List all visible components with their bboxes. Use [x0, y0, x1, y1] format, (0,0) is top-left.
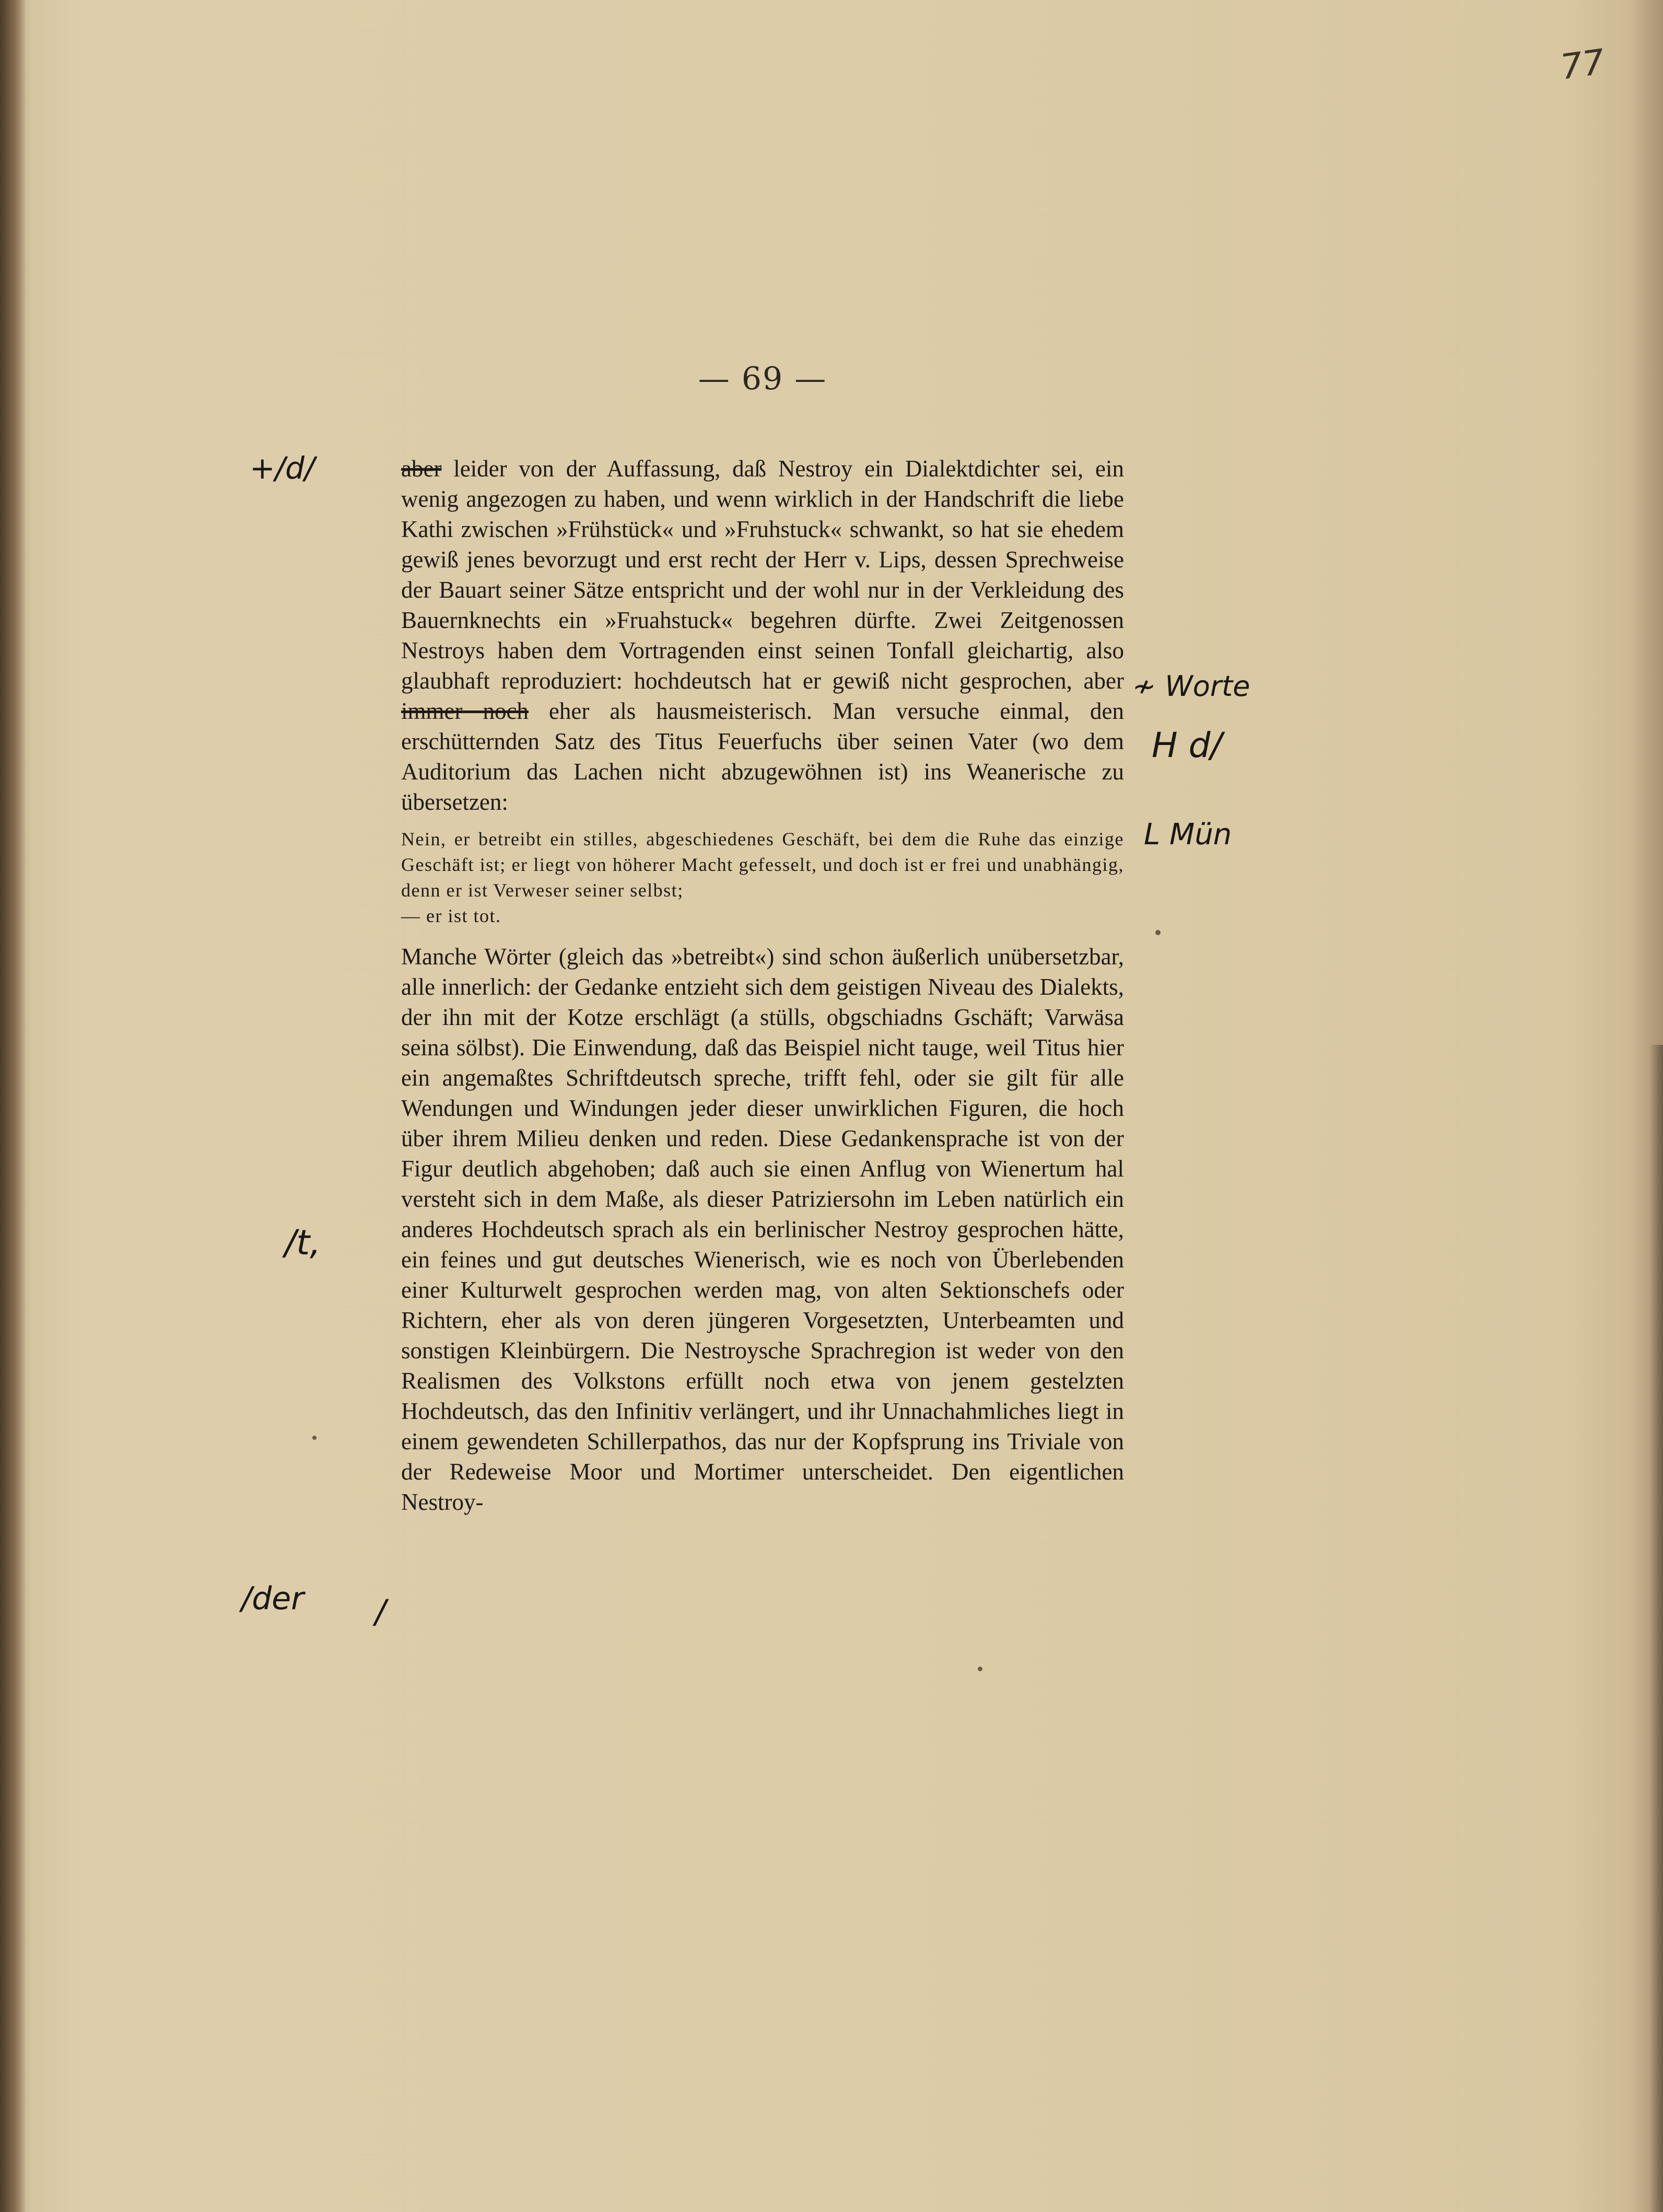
handwritten-folio-number: 77	[1558, 41, 1607, 88]
ink-speck	[1155, 930, 1161, 935]
inline-correction-slash: /	[375, 1592, 386, 1631]
margin-note-top-left: +/d/	[250, 450, 315, 486]
block-quote	[401, 826, 1124, 929]
margin-note-right-3: L Mün	[1144, 818, 1232, 852]
paragraph-1-text-a: leider von der Auffassung, daß Nestroy ein Dialektdichter sei, ein wenig angezogen zu haben, und wenn wirklich in der Handschrift die liebe Kathi zwischen »Frühstück« und »Fruhstuck« schwankt, so hat sie ehedem gewiß jenes bevorzugt und erst recht der Herr v. Lips, dessen Sprechweise der Bauart seiner Sätze entspricht und der wohl nur in der Verkleidung des Bauernknechts ein »Fruahstuck« begehren dürfte. Zwei Zeitgenossen Nestroys haben dem Vortragenden einst seinen Tonfall gleichartig, also glaubhaft reproduziert: hochdeutsch hat er gewiß nicht gesprochen, aber	[401, 456, 1124, 694]
paragraph-2: Manche Wörter (gleich das »betreibt«) sind schon äußerlich unübersetzbar, alle innerlich: der Gedanke entzieht sich dem geistigen Niveau des Dialekts, der ihn mit der Kotze erschlägt (a stülls, obgschiadns Gschäft; Varwäsa seina sölbst). Die Einwendung, daß das Beispiel nicht tauge, weil Titus hier ein angemaßtes Schriftdeutsch spreche, trifft fehl, oder sie gilt für alle Wendungen und Windungen jeder dieser unwirklichen Figuren, die hoch über ihrem Milieu denken und reden. Diese Gedankensprache ist von der Figur deutlich abgehoben; daß auch sie einen Anflug von Wienertum hal versteht sich in dem Maße, als dieser Patriziersohn im Leben natürlich ein anderes Hochdeutsch sprach als ein berlinischer Nestroy gesprochen hätte, ein feines und gut deutsches Wienerisch, wie es noch von Überlebenden einer Kulturwelt gesprochen werden mag, von alten Sektionschefs oder Richtern, eher als von deren jüngeren Vorgesetzten, Unterbeamten und sonstigen Kleinbürgern. Die Nestroysche Sprachregion ist weder von den Realismen des Volkstons erfüllt noch etwa von jenem gestelzten Hochdeutsch, das den Infinitiv verlängert, und ihr Unnachahmliches liegt in einem gewendeten Schillerpathos, das nur der Kopfsprung ins Triviale von der Redeweise Moor und Mortimer unterscheidet. Den eigentlichen Nestroy-	[401, 944, 1124, 1515]
body-text	[401, 453, 1124, 1517]
margin-note-right-1: ≁ Worte	[1132, 670, 1250, 703]
block-quote-tail: — er ist tot.	[401, 905, 501, 926]
block-quote-text: Nein, er betreibt ein stilles, abgeschiedenes Geschäft, bei dem die Ruhe das einzige Geschäft ist; er liegt von höherer Macht gefesselt, und doch ist er frei und unabhängig, denn er ist Verweser seiner selbst;	[401, 829, 1124, 901]
binding-gutter	[0, 0, 26, 2212]
ink-speck	[978, 1667, 982, 1671]
paragraph-1	[401, 453, 1124, 817]
page-edge-shadow	[1649, 1045, 1663, 2212]
struck-word: aber	[401, 456, 442, 482]
page-number: — 69 —	[698, 360, 827, 397]
margin-note-right-2: H d/	[1152, 725, 1222, 765]
ink-speck	[312, 1436, 317, 1440]
margin-note-left-mid: /t,	[285, 1223, 321, 1263]
struck-phrase: immer noch	[401, 698, 529, 724]
margin-note-left-bottom: /der	[241, 1580, 304, 1617]
paragraph-1-text-b: eher als hausmeisterisch. Man versuche einmal, den erschütternden Satz des Titus Feuerfuchs über seinen Vater (wo dem Auditorium das Lachen nicht abzugewöhnen ist) ins Weanerische zu übersetzen:	[401, 698, 1124, 815]
